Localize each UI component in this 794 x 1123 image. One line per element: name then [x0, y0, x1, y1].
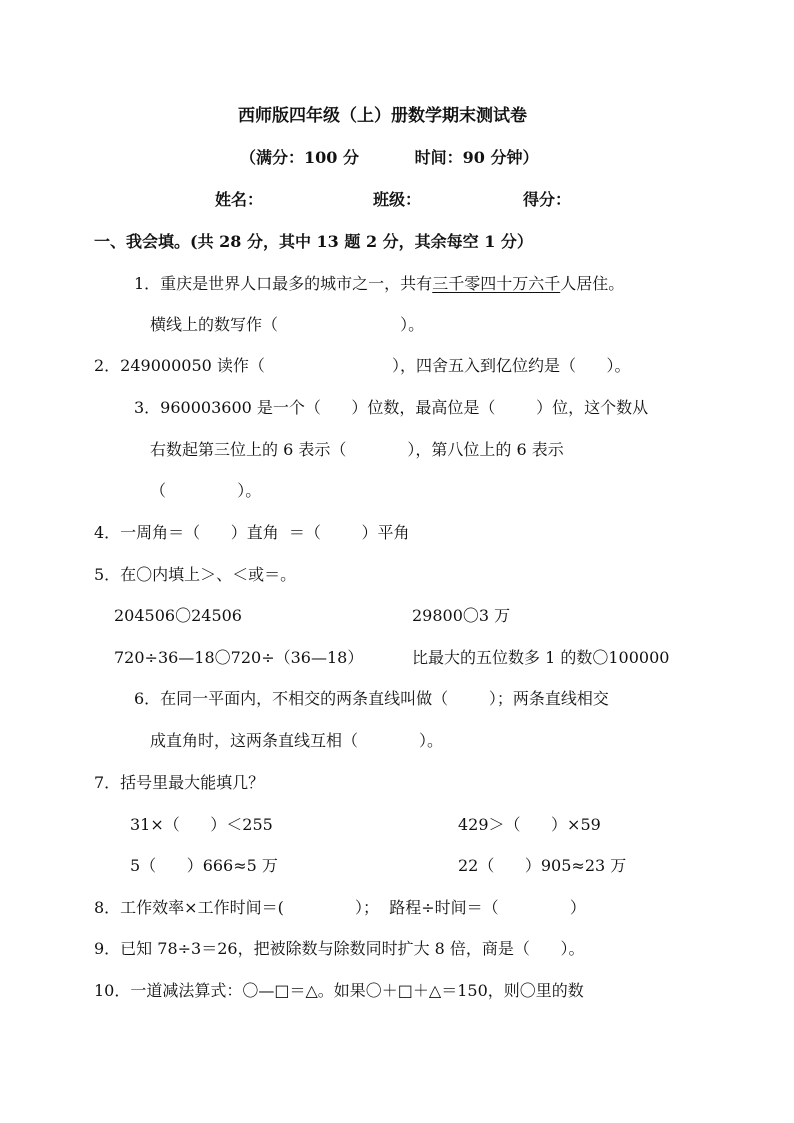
question-1-text-b: 人居住。 — [560, 274, 625, 293]
question-5-item-3: 720÷36—18〇720÷（36—18） — [114, 648, 364, 667]
exam-subtitle: （满分：100 分 时间：90 分钟） — [240, 148, 539, 167]
question-6-line-2: 成直角时，这两条直线互相（ ）。 — [150, 731, 444, 750]
score-label: 得分： — [523, 190, 572, 209]
question-7-item-2: 429＞（ ）×59 — [458, 815, 601, 834]
question-5-item-4: 比最大的五位数多 1 的数〇100000 — [412, 648, 670, 667]
question-7-item-3: 5（ ）666≈5 万 — [130, 856, 278, 875]
question-3-line-2: 右数起第三位上的 6 表示（ ），第八位上的 6 表示 — [150, 440, 564, 459]
question-1-line-2: 横线上的数写作（ ）。 — [150, 315, 425, 334]
question-1-line-1 — [134, 274, 624, 294]
question-10: 10．一道减法算式：〇—□＝△。如果〇＋□＋△＝150，则〇里的数 — [94, 981, 584, 1000]
question-2: 2．249000050 读作（ ），四舍五入到亿位约是（ ）。 — [94, 356, 631, 375]
question-1-text-a: 1．重庆是世界人口最多的城市之一，共有 — [134, 274, 433, 293]
class-label: 班级： — [373, 190, 422, 209]
question-5-item-2: 29800〇3 万 — [412, 606, 511, 625]
question-6-line-1: 6．在同一平面内，不相交的两条直线叫做（ ）；两条直线相交 — [134, 689, 609, 708]
question-7-item-4: 22（ ）905≈23 万 — [458, 856, 627, 875]
question-4: 4．一周角＝（ ）直角 ＝（ ）平角 — [94, 523, 410, 542]
question-5-heading: 5．在〇内填上＞、＜或＝。 — [94, 565, 297, 584]
question-3-line-1: 3．960003600 是一个（ ）位数，最高位是（ ）位，这个数从 — [134, 398, 649, 417]
question-7-heading: 7．括号里最大能填几？ — [94, 773, 265, 792]
question-7-item-1: 31×（ ）＜255 — [130, 815, 273, 834]
section-one-heading: 一、我会填。(共 28 分，其中 13 题 2 分，其余每空 1 分） — [94, 232, 533, 251]
page-title: 西师版四年级（上）册数学期末测试卷 — [238, 106, 527, 126]
question-5-item-1: 204506〇24506 — [114, 606, 242, 625]
name-label: 姓名： — [215, 190, 264, 209]
question-1-underlined: 三千零四十万六千 — [432, 274, 561, 293]
question-3-line-3: （ ）。 — [150, 481, 262, 500]
question-8: 8．工作效率×工作时间＝( ）； 路程÷时间＝（ ） — [94, 898, 586, 917]
question-9: 9．已知 78÷3＝26，把被除数与除数同时扩大 8 倍，商是（ ）。 — [94, 939, 585, 958]
